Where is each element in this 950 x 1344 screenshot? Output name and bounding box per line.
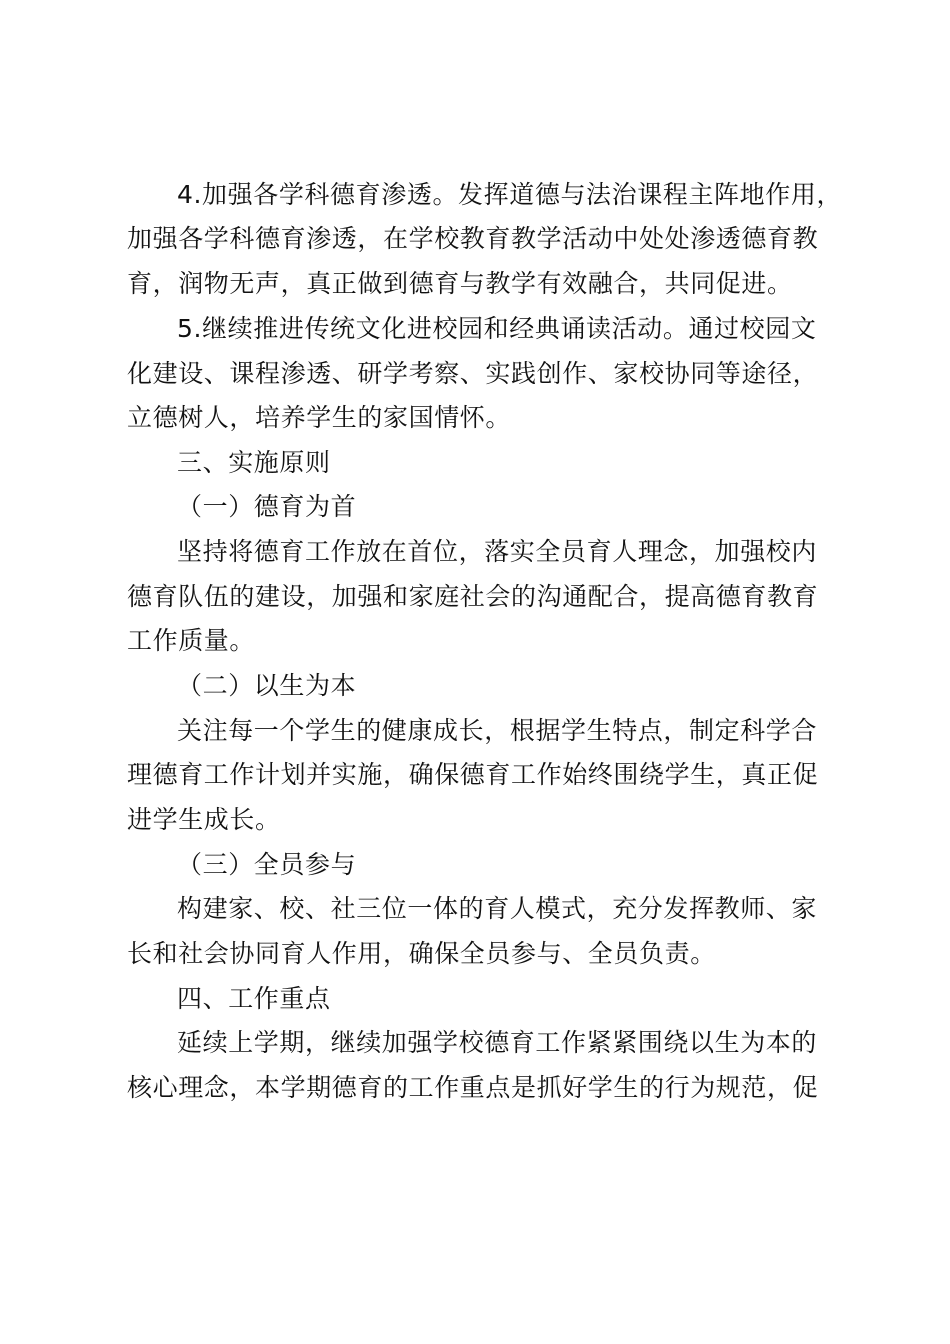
paragraph-moral-first-line-2: 德育队伍的建设，加强和家庭社会的沟通配合，提高德育教育 [127,582,819,611]
subheading-all-staff: （三）全员参与 [177,850,357,879]
paragraph-item-4-line-2: 加强各学科德育渗透，在学校教育教学活动中处处渗透德育教 [127,224,819,253]
paragraph-all-staff-line-2: 长和社会协同育人作用，确保全员参与、全员负责。 [127,939,716,968]
paragraph-moral-first-line-1: 坚持将德育工作放在首位，落实全员育人理念，加强校内 [177,537,818,566]
subheading-moral-first: （一）德育为首 [177,492,357,521]
paragraph-item-5-line-3: 立德树人，培养学生的家国情怀。 [127,403,512,432]
section-heading-work-focus: 四、工作重点 [177,984,331,1013]
paragraph-student-centered-line-2: 理德育工作计划并实施，确保德育工作始终围绕学生，真正促 [127,760,819,789]
paragraph-work-focus-line-1: 延续上学期，继续加强学校德育工作紧紧围绕以生为本的 [177,1028,818,1057]
paragraph-item-5-line-1: 5.继续推进传统文化进校园和经典诵读活动。通过校园文 [177,314,817,343]
paragraph-work-focus-line-2: 核心理念，本学期德育的工作重点是抓好学生的行为规范，促 [127,1073,819,1102]
section-heading-principles: 三、实施原则 [177,448,331,477]
paragraph-student-centered-line-1: 关注每一个学生的健康成长，根据学生特点，制定科学合 [177,716,818,745]
paragraph-item-4-line-1: 4.加强各学科德育渗透。发挥道德与法治课程主阵地作用， [177,180,843,209]
subheading-student-centered: （二）以生为本 [177,671,357,700]
paragraph-student-centered-line-3: 进学生成长。 [127,805,281,834]
paragraph-item-5-line-2: 化建设、课程渗透、研学考察、实践创作、家校协同等途径， [127,359,819,388]
paragraph-moral-first-line-3: 工作质量。 [127,626,256,655]
paragraph-all-staff-line-1: 构建家、校、社三位一体的育人模式，充分发挥教师、家 [177,894,818,923]
paragraph-item-4-line-3: 育，润物无声，真正做到德育与教学有效融合，共同促进。 [127,269,793,298]
